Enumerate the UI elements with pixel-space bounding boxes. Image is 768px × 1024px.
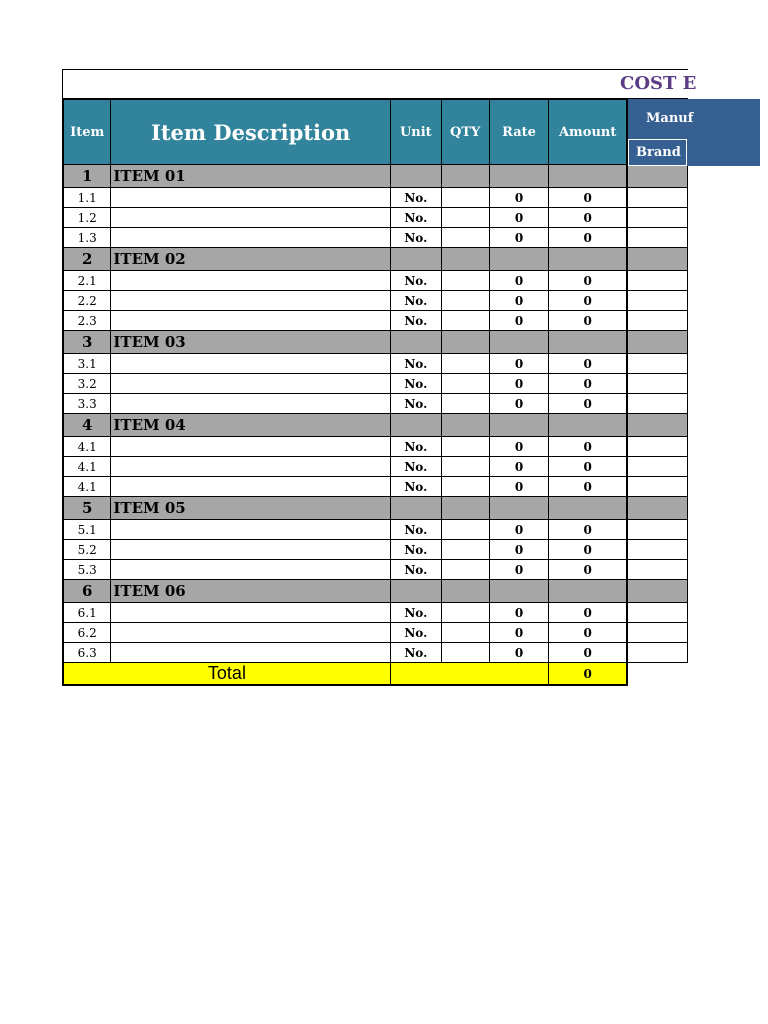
- row-brand-cell[interactable]: [627, 208, 688, 228]
- row-amount[interactable]: 0: [549, 437, 627, 457]
- row-qty-cell[interactable]: [441, 291, 489, 311]
- row-item-number: 5.1: [63, 520, 111, 540]
- table-row: [63, 311, 688, 331]
- row-item-number: 5.2: [63, 540, 111, 560]
- total-row: [63, 663, 688, 686]
- row-item-number: 4.1: [63, 437, 111, 457]
- table-row: [63, 291, 688, 311]
- row-amount[interactable]: 0: [549, 603, 627, 623]
- section-amount-cell[interactable]: [549, 497, 627, 520]
- section-qty-cell[interactable]: [441, 414, 489, 437]
- row-item-number: 5.3: [63, 560, 111, 580]
- row-unit[interactable]: No.: [390, 228, 441, 248]
- row-item-number: 6.1: [63, 603, 111, 623]
- table-row: [63, 374, 688, 394]
- row-unit[interactable]: No.: [390, 520, 441, 540]
- row-unit[interactable]: No.: [390, 188, 441, 208]
- total-after-cell: [627, 663, 688, 686]
- row-description-cell[interactable]: [111, 560, 390, 580]
- row-item-number: 3.3: [63, 394, 111, 414]
- row-description-cell[interactable]: [111, 477, 390, 497]
- cost-estimate-sheet: [62, 69, 697, 701]
- section-brand-cell[interactable]: [627, 331, 688, 354]
- row-brand-cell[interactable]: [627, 311, 688, 331]
- row-description-cell[interactable]: [111, 394, 390, 414]
- table-row: [63, 354, 688, 374]
- row-qty-cell[interactable]: [441, 208, 489, 228]
- row-qty-cell[interactable]: [441, 477, 489, 497]
- row-qty-cell[interactable]: [441, 560, 489, 580]
- section-row: [63, 414, 688, 437]
- table-row: [63, 208, 688, 228]
- row-description-cell[interactable]: [111, 623, 390, 643]
- brand-label: Brand: [636, 145, 681, 160]
- row-rate[interactable]: 0: [489, 311, 549, 331]
- row-rate[interactable]: 0: [489, 208, 549, 228]
- table-row: [63, 643, 688, 663]
- row-item-number: 3.1: [63, 354, 111, 374]
- row-amount[interactable]: 0: [549, 208, 627, 228]
- row-amount[interactable]: 0: [549, 643, 627, 663]
- section-name: ITEM 05: [111, 497, 390, 520]
- section-rate-cell[interactable]: [489, 497, 549, 520]
- row-brand-cell[interactable]: [627, 457, 688, 477]
- row-item-number: 3.2: [63, 374, 111, 394]
- row-rate[interactable]: 0: [489, 271, 549, 291]
- section-brand-cell[interactable]: [627, 580, 688, 603]
- row-rate[interactable]: 0: [489, 394, 549, 414]
- section-row: [63, 331, 688, 354]
- row-brand-cell[interactable]: [627, 437, 688, 457]
- section-unit-cell[interactable]: [390, 414, 441, 437]
- row-qty-cell[interactable]: [441, 643, 489, 663]
- row-rate[interactable]: 0: [489, 520, 549, 540]
- row-rate[interactable]: 0: [489, 374, 549, 394]
- row-unit[interactable]: No.: [390, 643, 441, 663]
- section-qty-cell[interactable]: [441, 165, 489, 188]
- row-amount[interactable]: 0: [549, 394, 627, 414]
- row-brand-cell[interactable]: [627, 603, 688, 623]
- section-name: ITEM 01: [111, 165, 390, 188]
- table-row: [63, 540, 688, 560]
- row-brand-cell[interactable]: [627, 188, 688, 208]
- section-rate-cell[interactable]: [489, 331, 549, 354]
- section-number: 3: [63, 331, 111, 354]
- row-brand-cell[interactable]: [627, 291, 688, 311]
- row-description-cell[interactable]: [111, 643, 390, 663]
- table-row: [63, 603, 688, 623]
- row-rate[interactable]: 0: [489, 437, 549, 457]
- row-item-number: 1.3: [63, 228, 111, 248]
- row-unit[interactable]: No.: [390, 603, 441, 623]
- row-amount[interactable]: 0: [549, 271, 627, 291]
- section-qty-cell[interactable]: [441, 580, 489, 603]
- row-amount[interactable]: 0: [549, 520, 627, 540]
- table-row: [63, 457, 688, 477]
- total-amount: 0: [549, 663, 627, 686]
- row-amount[interactable]: 0: [549, 291, 627, 311]
- row-description-cell[interactable]: [111, 208, 390, 228]
- header-qty: QTY: [441, 100, 489, 165]
- section-name: ITEM 02: [111, 248, 390, 271]
- section-brand-cell[interactable]: [627, 414, 688, 437]
- row-description-cell[interactable]: [111, 228, 390, 248]
- row-rate[interactable]: 0: [489, 291, 549, 311]
- row-amount[interactable]: 0: [549, 560, 627, 580]
- row-item-number: 6.2: [63, 623, 111, 643]
- section-unit-cell[interactable]: [390, 580, 441, 603]
- row-unit[interactable]: No.: [390, 457, 441, 477]
- row-unit[interactable]: No.: [390, 374, 441, 394]
- section-amount-cell[interactable]: [549, 331, 627, 354]
- row-qty-cell[interactable]: [441, 520, 489, 540]
- section-amount-cell[interactable]: [549, 248, 627, 271]
- row-amount[interactable]: 0: [549, 457, 627, 477]
- table-row: [63, 477, 688, 497]
- row-amount[interactable]: 0: [549, 477, 627, 497]
- section-row: [63, 580, 688, 603]
- header-rate: Rate: [489, 100, 549, 165]
- row-rate[interactable]: 0: [489, 188, 549, 208]
- row-unit[interactable]: No.: [390, 477, 441, 497]
- section-row: [63, 497, 688, 520]
- row-rate[interactable]: 0: [489, 540, 549, 560]
- row-brand-cell[interactable]: [627, 271, 688, 291]
- row-qty-cell[interactable]: [441, 603, 489, 623]
- section-number: 4: [63, 414, 111, 437]
- row-description-cell[interactable]: [111, 354, 390, 374]
- row-qty-cell[interactable]: [441, 271, 489, 291]
- section-name: ITEM 03: [111, 331, 390, 354]
- table-row: [63, 437, 688, 457]
- row-brand-cell[interactable]: [627, 354, 688, 374]
- row-brand-cell[interactable]: [627, 560, 688, 580]
- row-description-cell[interactable]: [111, 603, 390, 623]
- sheet-title: COST E: [620, 73, 697, 94]
- row-item-number: 1.2: [63, 208, 111, 228]
- row-item-number: 4.1: [63, 477, 111, 497]
- row-brand-cell[interactable]: [627, 540, 688, 560]
- row-brand-cell[interactable]: [627, 643, 688, 663]
- row-amount[interactable]: 0: [549, 354, 627, 374]
- section-rate-cell[interactable]: [489, 165, 549, 188]
- row-unit[interactable]: No.: [390, 560, 441, 580]
- section-number: 5: [63, 497, 111, 520]
- section-brand-cell[interactable]: [627, 165, 688, 188]
- table-row: [63, 394, 688, 414]
- row-amount[interactable]: 0: [549, 311, 627, 331]
- row-qty-cell[interactable]: [441, 354, 489, 374]
- header-row: [63, 100, 688, 165]
- row-description-cell[interactable]: [111, 188, 390, 208]
- row-item-number: 2.2: [63, 291, 111, 311]
- row-rate[interactable]: 0: [489, 457, 549, 477]
- row-rate[interactable]: 0: [489, 477, 549, 497]
- row-qty-cell[interactable]: [441, 623, 489, 643]
- row-description-cell[interactable]: [111, 540, 390, 560]
- total-spacer-cell: [390, 663, 549, 686]
- row-unit[interactable]: No.: [390, 311, 441, 331]
- header-description: Item Description: [111, 100, 390, 165]
- row-rate[interactable]: 0: [489, 354, 549, 374]
- row-description-cell[interactable]: [111, 457, 390, 477]
- section-amount-cell[interactable]: [549, 414, 627, 437]
- section-number: 1: [63, 165, 111, 188]
- row-qty-cell[interactable]: [441, 437, 489, 457]
- section-rate-cell[interactable]: [489, 414, 549, 437]
- table-row: [63, 271, 688, 291]
- table-row: [63, 623, 688, 643]
- section-unit-cell[interactable]: [390, 331, 441, 354]
- section-amount-cell[interactable]: [549, 165, 627, 188]
- row-unit[interactable]: No.: [390, 540, 441, 560]
- row-brand-cell[interactable]: [627, 520, 688, 540]
- table-row: [63, 188, 688, 208]
- row-qty-cell[interactable]: [441, 188, 489, 208]
- estimate-table: [62, 99, 688, 686]
- row-qty-cell[interactable]: [441, 540, 489, 560]
- row-rate[interactable]: 0: [489, 643, 549, 663]
- row-brand-cell[interactable]: [627, 477, 688, 497]
- section-rate-cell[interactable]: [489, 248, 549, 271]
- section-qty-cell[interactable]: [441, 331, 489, 354]
- row-description-cell[interactable]: [111, 520, 390, 540]
- row-amount[interactable]: 0: [549, 374, 627, 394]
- row-qty-cell[interactable]: [441, 228, 489, 248]
- table-row: [63, 520, 688, 540]
- section-name: ITEM 04: [111, 414, 390, 437]
- row-unit[interactable]: No.: [390, 291, 441, 311]
- section-brand-cell[interactable]: [627, 248, 688, 271]
- row-brand-cell[interactable]: [627, 394, 688, 414]
- section-number: 6: [63, 580, 111, 603]
- row-unit[interactable]: No.: [390, 208, 441, 228]
- row-qty-cell[interactable]: [441, 394, 489, 414]
- section-number: 2: [63, 248, 111, 271]
- row-rate[interactable]: 0: [489, 623, 549, 643]
- section-unit-cell[interactable]: [390, 497, 441, 520]
- section-qty-cell[interactable]: [441, 497, 489, 520]
- row-qty-cell[interactable]: [441, 311, 489, 331]
- section-unit-cell[interactable]: [390, 248, 441, 271]
- row-item-number: 2.3: [63, 311, 111, 331]
- row-description-cell[interactable]: [111, 374, 390, 394]
- total-label: Total: [63, 663, 390, 686]
- row-item-number: 4.1: [63, 457, 111, 477]
- section-row: [63, 248, 688, 271]
- section-name: ITEM 06: [111, 580, 390, 603]
- row-unit[interactable]: No.: [390, 394, 441, 414]
- row-amount[interactable]: 0: [549, 228, 627, 248]
- header-unit: Unit: [390, 100, 441, 165]
- section-amount-cell[interactable]: [549, 580, 627, 603]
- row-qty-cell[interactable]: [441, 374, 489, 394]
- row-item-number: 6.3: [63, 643, 111, 663]
- row-qty-cell[interactable]: [441, 457, 489, 477]
- row-amount[interactable]: 0: [549, 540, 627, 560]
- table-row: [63, 228, 688, 248]
- section-row: [63, 165, 688, 188]
- section-qty-cell[interactable]: [441, 248, 489, 271]
- row-unit[interactable]: No.: [390, 354, 441, 374]
- manufacturer-label: Manuf: [646, 111, 694, 126]
- brand-header-cell[interactable]: [628, 139, 687, 166]
- row-description-cell[interactable]: [111, 291, 390, 311]
- row-amount[interactable]: 0: [549, 623, 627, 643]
- section-rate-cell[interactable]: [489, 580, 549, 603]
- row-unit[interactable]: No.: [390, 437, 441, 457]
- row-brand-cell[interactable]: [627, 228, 688, 248]
- row-item-number: 1.1: [63, 188, 111, 208]
- row-description-cell[interactable]: [111, 271, 390, 291]
- row-amount[interactable]: 0: [549, 188, 627, 208]
- row-rate[interactable]: 0: [489, 228, 549, 248]
- title-row: [62, 69, 697, 99]
- row-brand-cell[interactable]: [627, 374, 688, 394]
- row-rate[interactable]: 0: [489, 603, 549, 623]
- table-row: [63, 560, 688, 580]
- manufacturer-header: [628, 99, 760, 166]
- manufacturer-header-bg: [628, 99, 760, 166]
- row-unit[interactable]: No.: [390, 623, 441, 643]
- row-brand-cell[interactable]: [627, 623, 688, 643]
- row-unit[interactable]: No.: [390, 271, 441, 291]
- header-amount: Amount: [549, 100, 627, 165]
- row-description-cell[interactable]: [111, 311, 390, 331]
- row-item-number: 2.1: [63, 271, 111, 291]
- row-rate[interactable]: 0: [489, 560, 549, 580]
- row-description-cell[interactable]: [111, 437, 390, 457]
- section-brand-cell[interactable]: [627, 497, 688, 520]
- header-item: Item: [63, 100, 111, 165]
- section-unit-cell[interactable]: [390, 165, 441, 188]
